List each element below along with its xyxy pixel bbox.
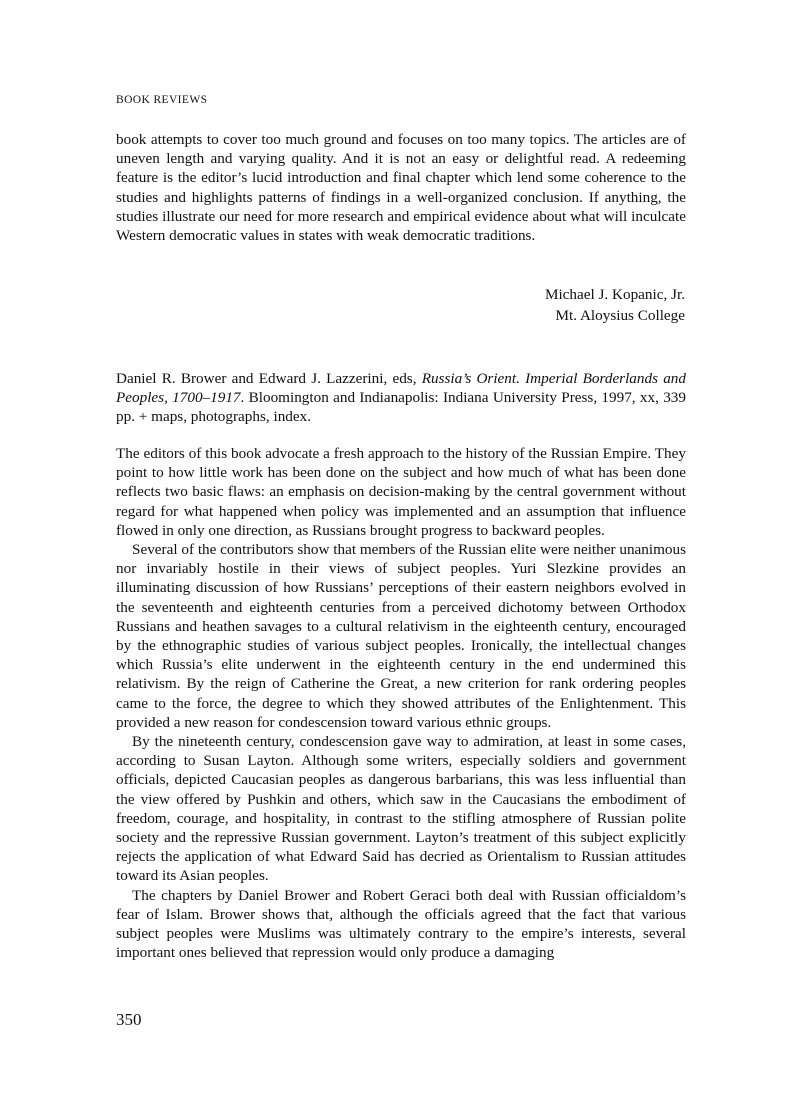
review-body [116,444,686,962]
reviewer-name: Michael J. Kopanic, Jr. [544,286,685,303]
page-number: 350 [116,1010,142,1029]
body-paragraph: The chapters by Daniel Brower and Robert Geraci both deal with Russian officialdom’s fear of Islam. Brower shows that, although the officials agreed that the fact that various subject peoples were Muslims was ultimately contrary to the empire’s interests, several important ones believed that repression would only produce a damaging [116,886,686,962]
running-head: BOOK REVIEWS [116,94,208,106]
body-paragraph: The editors of this book advocate a fresh approach to the history of the Russian Empire. They point to how little work has been done on the subject and how much of what has been done reflects two basic flaws: an emphasis on decision-making by the central government without regard for what happened when policy was implemented and an assumption that influence flowed in only one direction, as Russians brought progress to backward peoples. [116,445,686,539]
reviewer-signature [545,284,685,326]
paragraph-text: book attempts to cover too much ground and focuses on too many topics. The articles are of uneven length and varying quality. And it is not an easy or delightful read. A redeeming feature is the editor’s lucid introduction and final chapter which lend some coherence to the studies and highlights patterns of findings in a well-organized conclusion. If anything, the studies illustrate our need for more research and empirical evidence about what will inculcate Western democratic values in states with weak democratic traditions. [116,131,686,245]
body-paragraph: By the nineteenth century, condescension gave way to admiration, at least in some cases, according to Susan Layton. Although some writers, especially soldiers and government officials, depicted Caucasian peoples as dangerous barbarians, this was less influential than the view offered by Pushkin and others, which saw in the Caucasians the embodiment of freedom, courage, and hospitality, in contrast to the stifling atmosphere of Russian polite society and the repressive Russian government. Layton’s treatment of this subject explicitly rejects the application of what Edward Said has decried as Orientalism to Russian attitudes toward its Asian peoples. [116,733,686,885]
citation-publication: . Bloomington and Indianapolis: Indiana University Press, 1997, xx, 339 pp. + maps, photographs, index. [116,389,686,426]
book-citation [116,369,686,427]
citation-authors: Daniel R. Brower and Edward J. Lazzerini, eds, [116,370,422,387]
review-closing-paragraph [116,130,686,245]
citation-title: Russia’s Orient. Imperial Borderlands and Peoples, 1700–1917 [116,370,686,407]
reviewer-affiliation: Mt. Aloysius College [555,307,685,324]
body-paragraph: Several of the contributors show that members of the Russian elite were neither unanimous nor invariably hostile in their views of subject peoples. Yuri Slezkine provides an illuminating discussion of how Russians’ perceptions of their eastern neighbors evolved in the seventeenth and eighteenth centuries from a perceived dichotomy between Orthodox Russians and heathen savages to a cultural relativism in the eighteenth century, encouraged by the ethnographic studies of various subject peoples. Ironically, the intellectual changes which Russia’s elite underwent in the eighteenth century in the end undermined this relativism. By the reign of Catherine the Great, a new criterion for rank ordering peoples came to the force, the degree to which they showed attributes of the Enlightenment. This provided a new reason for condescension toward various ethnic groups. [116,541,686,731]
